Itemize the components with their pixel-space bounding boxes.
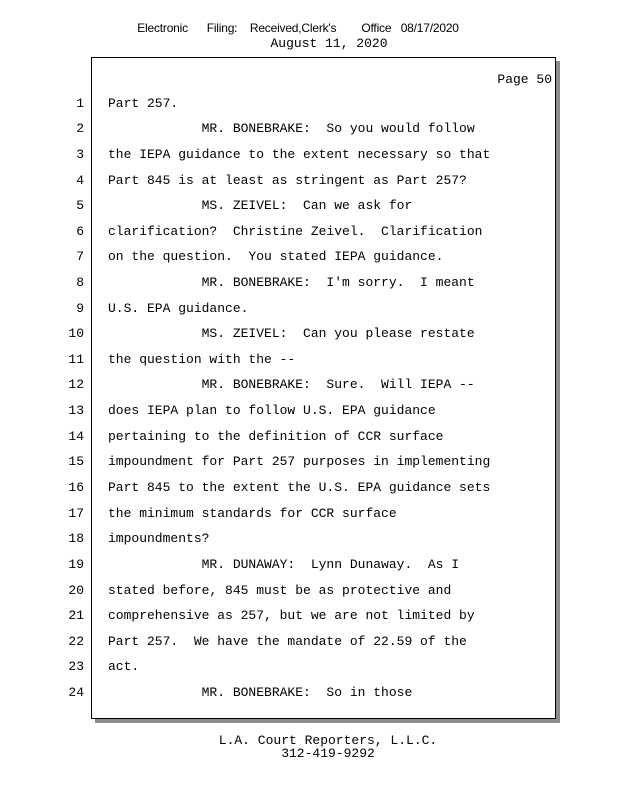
reporter-phone: 312-419-9292 (281, 746, 375, 761)
line-number: 6 (76, 224, 84, 239)
line-number: 1 (76, 96, 84, 111)
line-number: 21 (68, 608, 84, 623)
line-number: 8 (76, 275, 84, 290)
line-text: does IEPA plan to follow U.S. EPA guidance (108, 403, 436, 418)
line-text: MR. DUNAWAY: Lynn Dunaway. As I (108, 557, 460, 572)
line-text: comprehensive as 257, but we are not limited by (108, 608, 475, 623)
line-text: MR. BONEBRAKE: I'm sorry. I meant (108, 275, 475, 290)
line-text: the question with the -- (108, 352, 296, 367)
line-text: stated before, 845 must be as protective and (108, 583, 452, 598)
line-number: 18 (68, 531, 84, 546)
line-number: 16 (68, 480, 84, 495)
line-number: 10 (68, 326, 84, 341)
line-text: Part 257. (108, 96, 179, 111)
line-number: 19 (68, 557, 84, 572)
line-number: 24 (68, 685, 84, 700)
line-text: act. (108, 659, 140, 674)
page-number: Page 50 (497, 72, 552, 87)
line-text: MR. BONEBRAKE: Sure. Will IEPA -- (108, 377, 475, 392)
line-text: the minimum standards for CCR surface (108, 506, 397, 521)
line-text: Part 845 to the extent the U.S. EPA guidance sets (108, 480, 491, 495)
line-number: 2 (76, 121, 84, 136)
line-number: 11 (68, 352, 84, 367)
reporter-company: L.A. Court Reporters, L.L.C. (218, 733, 438, 748)
line-text: MR. BONEBRAKE: So in those (108, 685, 413, 700)
line-number: 14 (68, 429, 84, 444)
line-text: on the question. You stated IEPA guidance. (108, 249, 444, 264)
line-text: MS. ZEIVEL: Can we ask for (108, 198, 413, 213)
line-number: 15 (68, 454, 84, 469)
line-number: 22 (68, 634, 84, 649)
line-text: impoundments? (108, 531, 210, 546)
line-text: impoundment for Part 257 purposes in implementing (108, 454, 491, 469)
line-text: the IEPA guidance to the extent necessary so that (108, 147, 491, 162)
line-text: MS. ZEIVEL: Can you please restate (108, 326, 475, 341)
line-text: Part 257. We have the mandate of 22.59 of the (108, 634, 467, 649)
line-number: 3 (76, 147, 84, 162)
electronic-filing-stamp: Electronic Filing: Received,Clerk's Office 08/17/2020 (137, 21, 459, 35)
line-number: 17 (68, 506, 84, 521)
line-number: 5 (76, 198, 84, 213)
line-number: 23 (68, 659, 84, 674)
line-number: 9 (76, 301, 84, 316)
line-number: 20 (68, 583, 84, 598)
line-text: MR. BONEBRAKE: So you would follow (108, 121, 475, 136)
line-text: clarification? Christine Zeivel. Clarification (108, 224, 483, 239)
line-text: pertaining to the definition of CCR surface (108, 429, 444, 444)
line-number: 4 (76, 173, 84, 188)
hearing-date: August 11, 2020 (270, 36, 388, 51)
line-text: U.S. EPA guidance. (108, 301, 249, 316)
line-number: 12 (68, 377, 84, 392)
line-text: Part 845 is at least as stringent as Part 257? (108, 173, 467, 188)
line-number: 13 (68, 403, 84, 418)
line-number: 7 (76, 249, 84, 264)
